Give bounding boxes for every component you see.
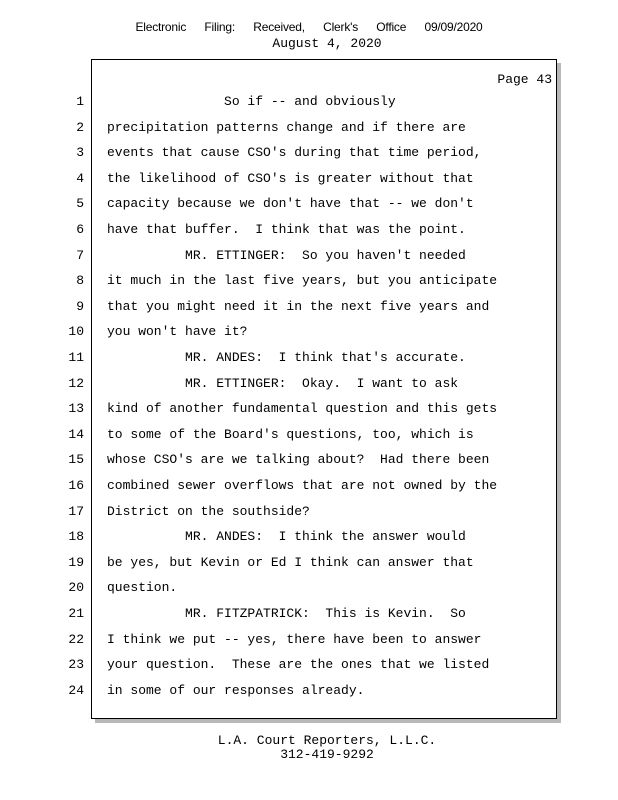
line-number: 5 bbox=[76, 196, 84, 212]
line-number: 8 bbox=[76, 273, 84, 289]
line-number: 11 bbox=[68, 350, 84, 365]
line-number: 1 bbox=[76, 94, 84, 109]
hearing-date: August 4, 2020 bbox=[272, 36, 382, 51]
transcript-line: MR. ETTINGER: So you haven't needed bbox=[107, 247, 466, 263]
transcript-line: whose CSO's are we talking about? Had there been bbox=[107, 452, 490, 468]
line-number: 10 bbox=[68, 324, 84, 340]
transcript-line: that you might need it in the next five years and bbox=[107, 298, 490, 314]
line-number: 12 bbox=[68, 375, 84, 391]
line-number: 14 bbox=[68, 426, 84, 442]
line-number: 15 bbox=[68, 452, 84, 468]
transcript-line: events that cause CSO's during that time period, bbox=[107, 145, 482, 161]
line-number: 16 bbox=[68, 478, 84, 493]
line-number: 21 bbox=[68, 606, 84, 621]
transcript-line: District on the southside? bbox=[107, 503, 310, 519]
line-number: 7 bbox=[76, 247, 84, 263]
line-number: 4 bbox=[76, 170, 84, 186]
filing-stamp: Electronic Filing: Received, Clerk's Office 09/09/2020 bbox=[135, 20, 483, 34]
page-number: Page 43 bbox=[497, 72, 552, 87]
transcript-line: MR. ETTINGER: Okay. I want to ask bbox=[107, 375, 459, 391]
line-number: 13 bbox=[68, 401, 84, 417]
line-number: 3 bbox=[76, 145, 84, 161]
transcript-line: you won't have it? bbox=[107, 324, 248, 340]
transcript-line: in some of our responses already. bbox=[107, 682, 365, 698]
line-number: 23 bbox=[68, 657, 84, 673]
line-number: 20 bbox=[68, 580, 84, 596]
line-number: 22 bbox=[68, 631, 84, 647]
line-number: 6 bbox=[76, 222, 84, 237]
transcript-line: the likelihood of CSO's is greater without that bbox=[107, 170, 474, 186]
transcript-line: MR. FITZPATRICK: This is Kevin. So bbox=[107, 606, 466, 621]
reporter-phone: 312-419-9292 bbox=[280, 747, 374, 762]
reporter-company: L.A. Court Reporters, L.L.C. bbox=[217, 733, 437, 748]
transcript-line: be yes, but Kevin or Ed I think can answer that bbox=[107, 554, 474, 570]
transcript-line: it much in the last five years, but you anticipate bbox=[107, 273, 498, 289]
transcript-line: capacity because we don't have that -- we don't bbox=[107, 196, 474, 212]
line-number: 24 bbox=[68, 682, 84, 698]
transcript-line: MR. ANDES: I think the answer would bbox=[107, 529, 466, 545]
transcript-line: have that buffer. I think that was the point. bbox=[107, 222, 466, 237]
transcript-line: combined sewer overflows that are not owned by the bbox=[107, 478, 498, 493]
line-number: 18 bbox=[68, 529, 84, 545]
line-number: 2 bbox=[76, 119, 84, 135]
transcript-line: I think we put -- yes, there have been to answer bbox=[107, 631, 482, 647]
transcript-line: So if -- and obviously bbox=[107, 94, 396, 109]
transcript-line: your question. These are the ones that we listed bbox=[107, 657, 490, 673]
transcript-line: MR. ANDES: I think that's accurate. bbox=[107, 350, 466, 365]
transcript-line: question. bbox=[107, 580, 178, 596]
transcript-line: kind of another fundamental question and this gets bbox=[107, 401, 498, 417]
line-number: 9 bbox=[76, 298, 84, 314]
transcript-line: precipitation patterns change and if there are bbox=[107, 119, 466, 135]
transcript-line: to some of the Board's questions, too, which is bbox=[107, 426, 474, 442]
line-number: 17 bbox=[68, 503, 84, 519]
line-number: 19 bbox=[68, 554, 84, 570]
